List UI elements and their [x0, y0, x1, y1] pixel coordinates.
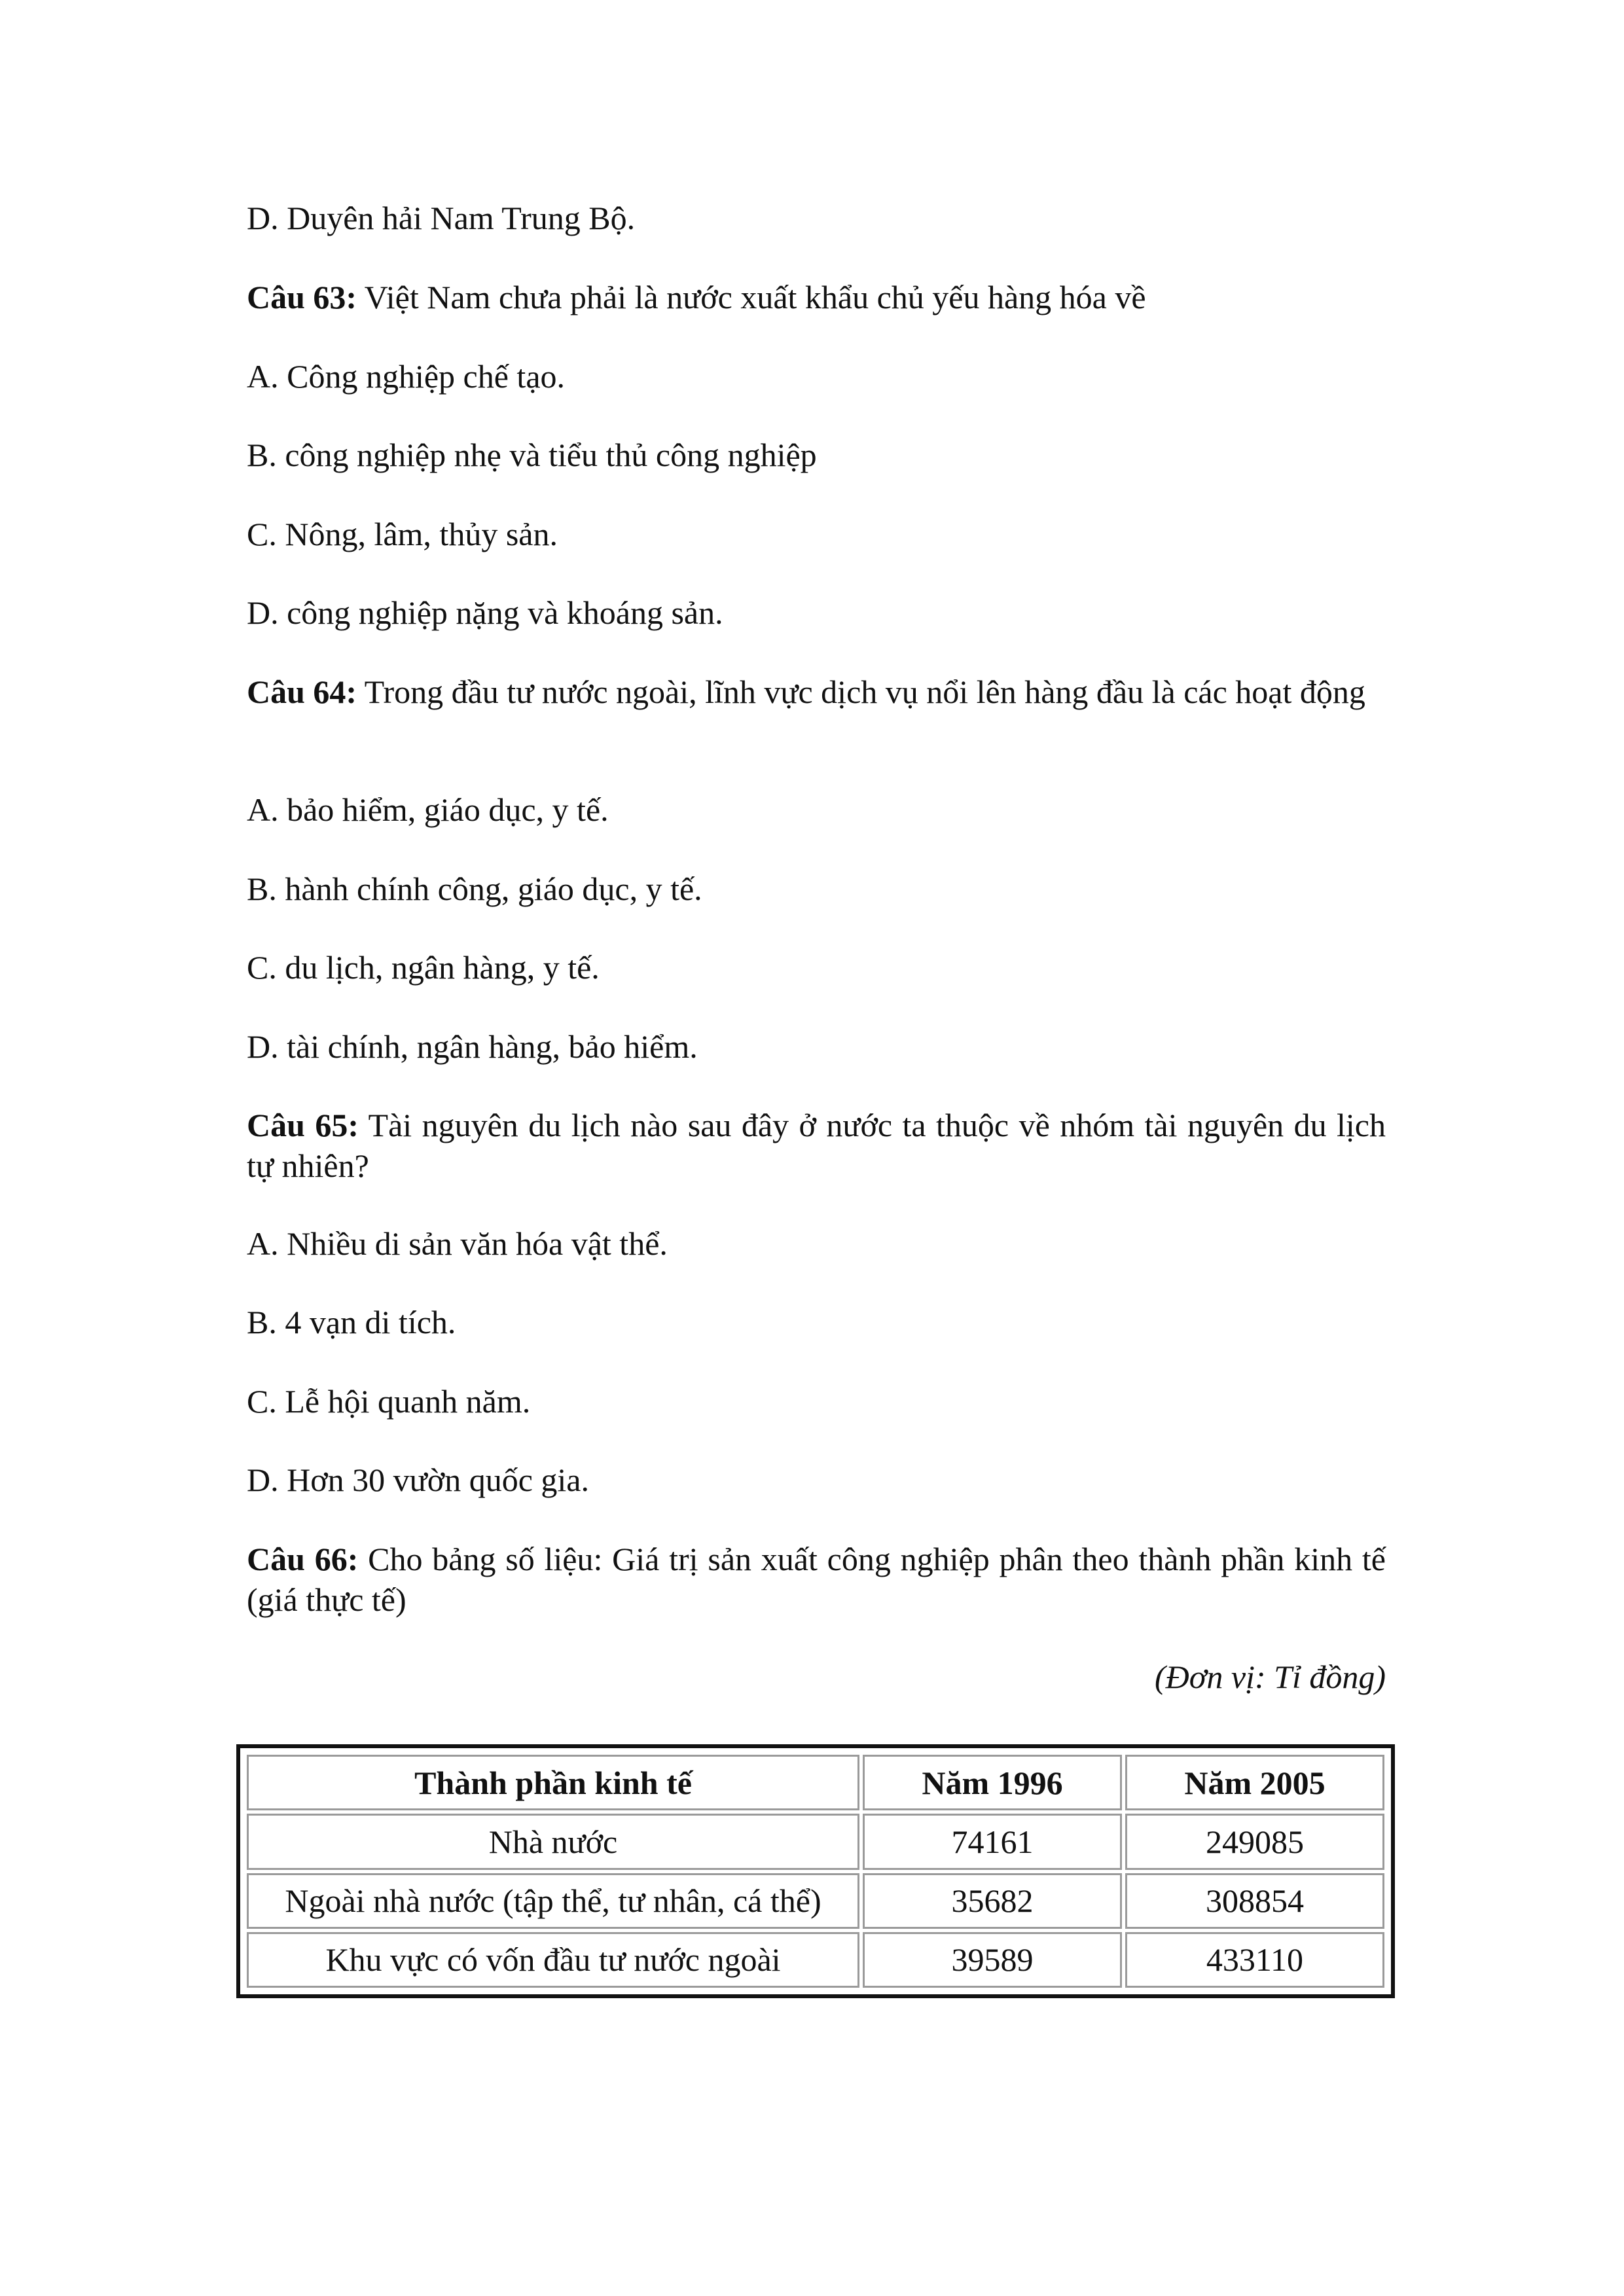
question-64	[247, 672, 1386, 712]
question-64-text: Trong đầu tư nước ngoài, lĩnh vực dịch vụ nổi lên hàng đầu là các hoạt động	[357, 673, 1365, 710]
data-table	[244, 1751, 1388, 1991]
table-cell: Nhà nước	[247, 1814, 859, 1869]
table-cell: Ngoài nhà nước (tập thể, tư nhân, cá thể)	[247, 1873, 859, 1929]
question-65-label: Câu 65:	[247, 1107, 359, 1143]
table-row	[247, 1814, 1384, 1869]
q64-option-a: A. bảo hiểm, giáo dục, y tế.	[247, 791, 609, 828]
q63-option-c: C. Nông, lâm, thủy sản.	[247, 516, 558, 552]
q65-option-d: D. Hơn 30 vườn quốc gia.	[247, 1462, 589, 1498]
q65-option-b: B. 4 vạn di tích.	[247, 1304, 456, 1340]
table-cell: 249085	[1125, 1814, 1384, 1869]
table-header-cell: Thành phần kinh tế	[247, 1755, 859, 1810]
table-cell: 74161	[863, 1814, 1122, 1869]
question-63	[247, 277, 1386, 317]
question-63-text: Việt Nam chưa phải là nước xuất khẩu chủ yếu hàng hóa về	[357, 279, 1146, 315]
q65-option-a: A. Nhiều di sản văn hóa vật thể.	[247, 1225, 668, 1262]
question-63-label: Câu 63:	[247, 279, 357, 315]
q63-option-b: B. công nghiệp nhẹ và tiểu thủ công nghiệp	[247, 437, 817, 473]
q64-option-b: B. hành chính công, giáo dục, y tế.	[247, 870, 702, 907]
q62-option-d: D. Duyên hải Nam Trung Bộ.	[247, 200, 636, 236]
question-66	[247, 1539, 1386, 1620]
table-cell: 39589	[863, 1932, 1122, 1988]
table-cell: 35682	[863, 1873, 1122, 1929]
q64-option-c: C. du lịch, ngân hàng, y tế.	[247, 949, 600, 986]
table-unit-note: (Đơn vị: Tỉ đồng)	[1154, 1659, 1386, 1695]
table-header-cell: Năm 2005	[1125, 1755, 1384, 1810]
q63-option-a: A. Công nghiệp chế tạo.	[247, 358, 566, 395]
question-65-text: Tài nguyên du lịch nào sau đây ở nước ta thuộc về nhóm tài nguyên du lịch tự nhiên?	[247, 1107, 1386, 1184]
table-cell: 308854	[1125, 1873, 1384, 1929]
question-64-label: Câu 64:	[247, 673, 357, 710]
question-66-text: Cho bảng số liệu: Giá trị sản xuất công nghiệp phân theo thành phần kinh tế (giá thực tế)	[247, 1541, 1386, 1618]
table-row	[247, 1932, 1384, 1988]
table-cell: Khu vực có vốn đầu tư nước ngoài	[247, 1932, 859, 1988]
table-header-cell: Năm 1996	[863, 1755, 1122, 1810]
q65-option-c: C. Lễ hội quanh năm.	[247, 1383, 531, 1420]
question-66-label: Câu 66:	[247, 1541, 359, 1577]
table-row	[247, 1873, 1384, 1929]
table-header-row	[247, 1755, 1384, 1810]
question-65	[247, 1105, 1386, 1186]
table-cell: 433110	[1125, 1932, 1384, 1988]
data-table-frame	[236, 1744, 1395, 1998]
q63-option-d: D. công nghiệp nặng và khoáng sản.	[247, 594, 723, 631]
q64-option-d: D. tài chính, ngân hàng, bảo hiểm.	[247, 1028, 698, 1065]
